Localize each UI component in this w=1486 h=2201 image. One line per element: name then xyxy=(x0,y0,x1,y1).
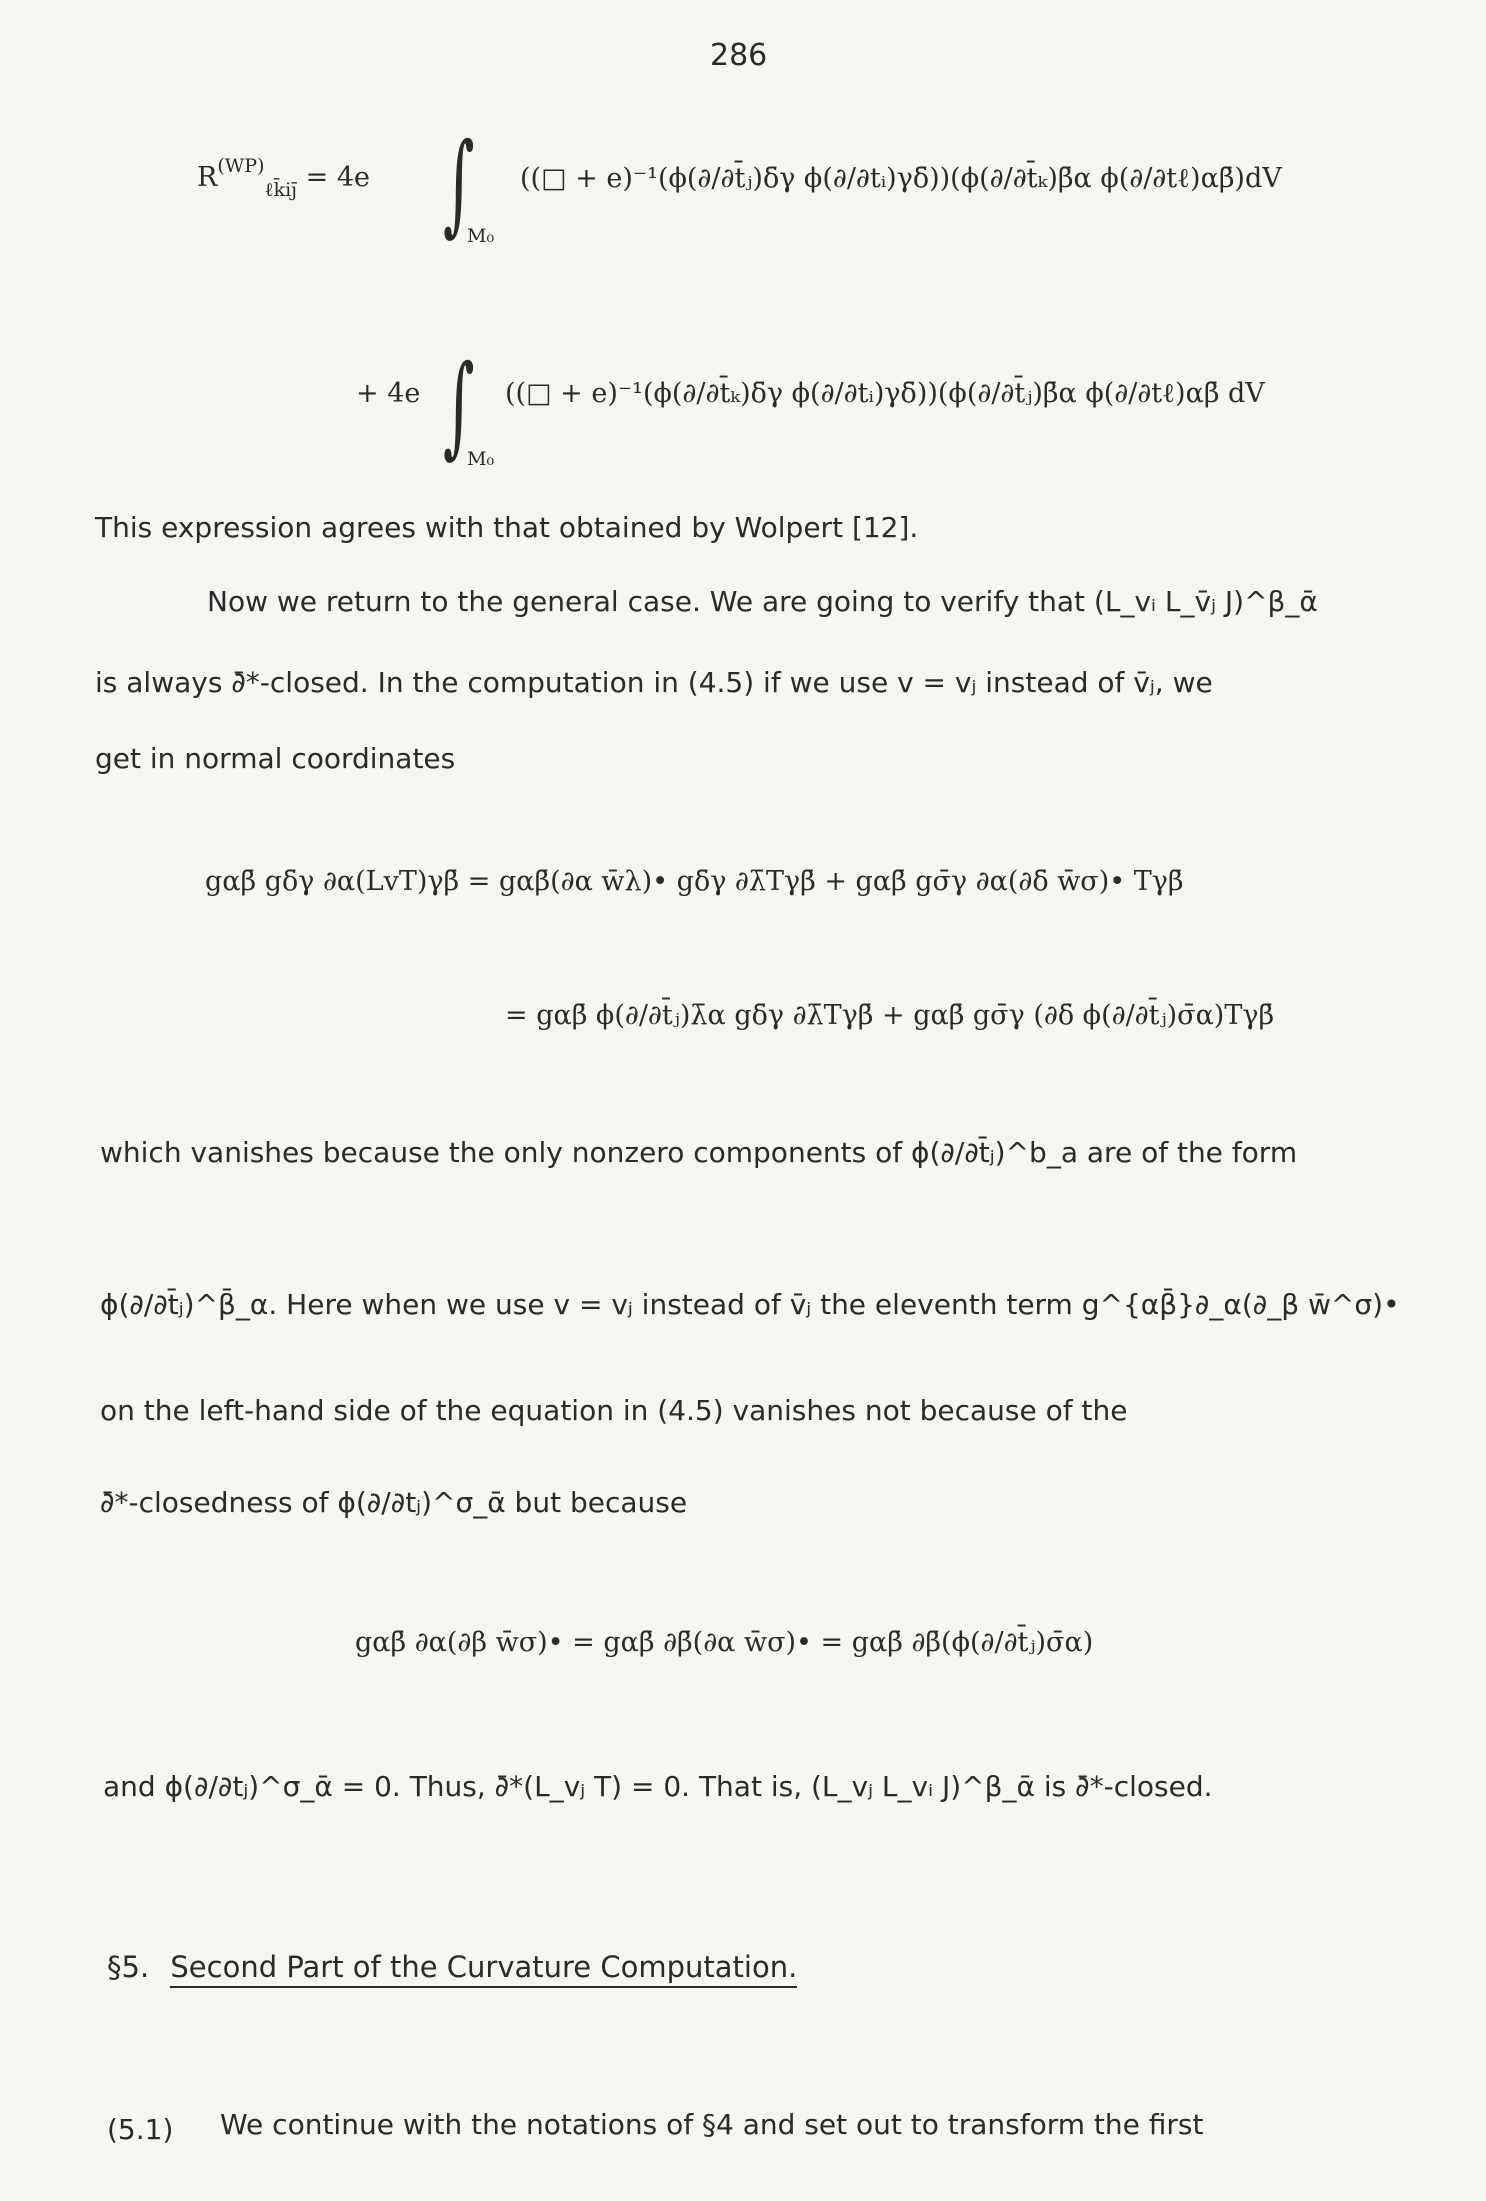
equation-2-coef: + 4e xyxy=(356,378,421,409)
paragraph-2: Now we return to the general case. We are going to verify that (L_vᵢ L_v̄ⱼ J)^β_ᾱ xyxy=(207,585,1318,618)
paragraph-10: We continue with the notations of §4 and set out to transform the first xyxy=(220,2108,1204,2141)
paragraph-7: on the left-hand side of the equation in (4.5) vanishes not because of the xyxy=(100,1394,1128,1427)
equation-4: = gαβ̄ ϕ(∂/∂t̄ⱼ)λ̄α gδ̄γ ∂λ̄Tγβ̄ + gαβ̄ gσ̄γ (∂δ̄ ϕ(∂/∂t̄ⱼ)σ̄α)Tγβ̄ xyxy=(505,1000,1275,1031)
equation-2-body: ((□ + e)⁻¹(ϕ(∂/∂t̄ₖ)δ̄γ ϕ(∂/∂tᵢ)γδ̄))(ϕ(∂/∂t̄ⱼ)β̄α ϕ(∂/∂tℓ)αβ̄ dV xyxy=(505,378,1265,409)
page-number: 286 xyxy=(710,38,768,73)
integral-sign: ∫ xyxy=(443,119,475,247)
paragraph-9: and ϕ(∂/∂tⱼ)^σ_ᾱ = 0. Thus, ∂̄*(L_vⱼ T) = 0. That is, (L_vⱼ L_vᵢ J)^β_ᾱ is ∂̄*-closed. xyxy=(103,1770,1213,1803)
integral-domain: M₀ xyxy=(467,225,495,247)
equation-1-lhs: $R^{(WP)}_{\ell k̄ij̄} = 4e$ xyxy=(197,155,371,201)
paragraph-3: is always ∂̄*-closed. In the computation in (4.5) if we use v = vⱼ instead of v̄ⱼ, we xyxy=(95,666,1213,699)
equation-1-body: ((□ + e)⁻¹(ϕ(∂/∂t̄ⱼ)δ̄γ ϕ(∂/∂tᵢ)γδ̄))(ϕ(∂/∂t̄ₖ)β̄α ϕ(∂/∂tℓ)αβ̄)dV xyxy=(520,163,1282,194)
section-heading xyxy=(107,1950,797,1984)
paragraph-4: get in normal coordinates xyxy=(95,742,456,775)
paragraph-8: ∂̄*-closedness of ϕ(∂/∂tⱼ)^σ_ᾱ but because xyxy=(100,1486,688,1519)
paragraph-6: ϕ(∂/∂t̄ⱼ)^β̄_α. Here when we use v = vⱼ instead of v̄ⱼ the eleventh term g^{αβ̄}∂_α(∂_β w̄^σ)• xyxy=(100,1288,1400,1321)
equation-3: gαβ̄ gδ̄γ ∂α(LvT)γβ̄ = gαβ̄(∂α w̄λ)• gδ̄γ ∂λ̄Tγβ̄ + gαβ̄ gσ̄γ ∂α(∂δ̄ w̄σ)• Tγβ̄ xyxy=(205,866,1184,897)
integral-sign: ∫ xyxy=(443,341,475,469)
paragraph-5: which vanishes because the only nonzero components of ϕ(∂/∂t̄ⱼ)^b_a are of the form xyxy=(100,1136,1298,1169)
integral-domain: M₀ xyxy=(467,448,495,470)
paragraph-1: This expression agrees with that obtained by Wolpert [12]. xyxy=(95,511,919,544)
section-number: §5. xyxy=(107,1950,150,1984)
equation-5: gαβ̄ ∂α(∂β w̄σ)• = gαβ̄ ∂β̄(∂α w̄σ)• = gαβ̄ ∂β̄(ϕ(∂/∂t̄ⱼ)σ̄α) xyxy=(355,1627,1094,1658)
section-title: Second Part of the Curvature Computation. xyxy=(170,1950,797,1988)
subsection-label: (5.1) xyxy=(107,2113,174,2146)
